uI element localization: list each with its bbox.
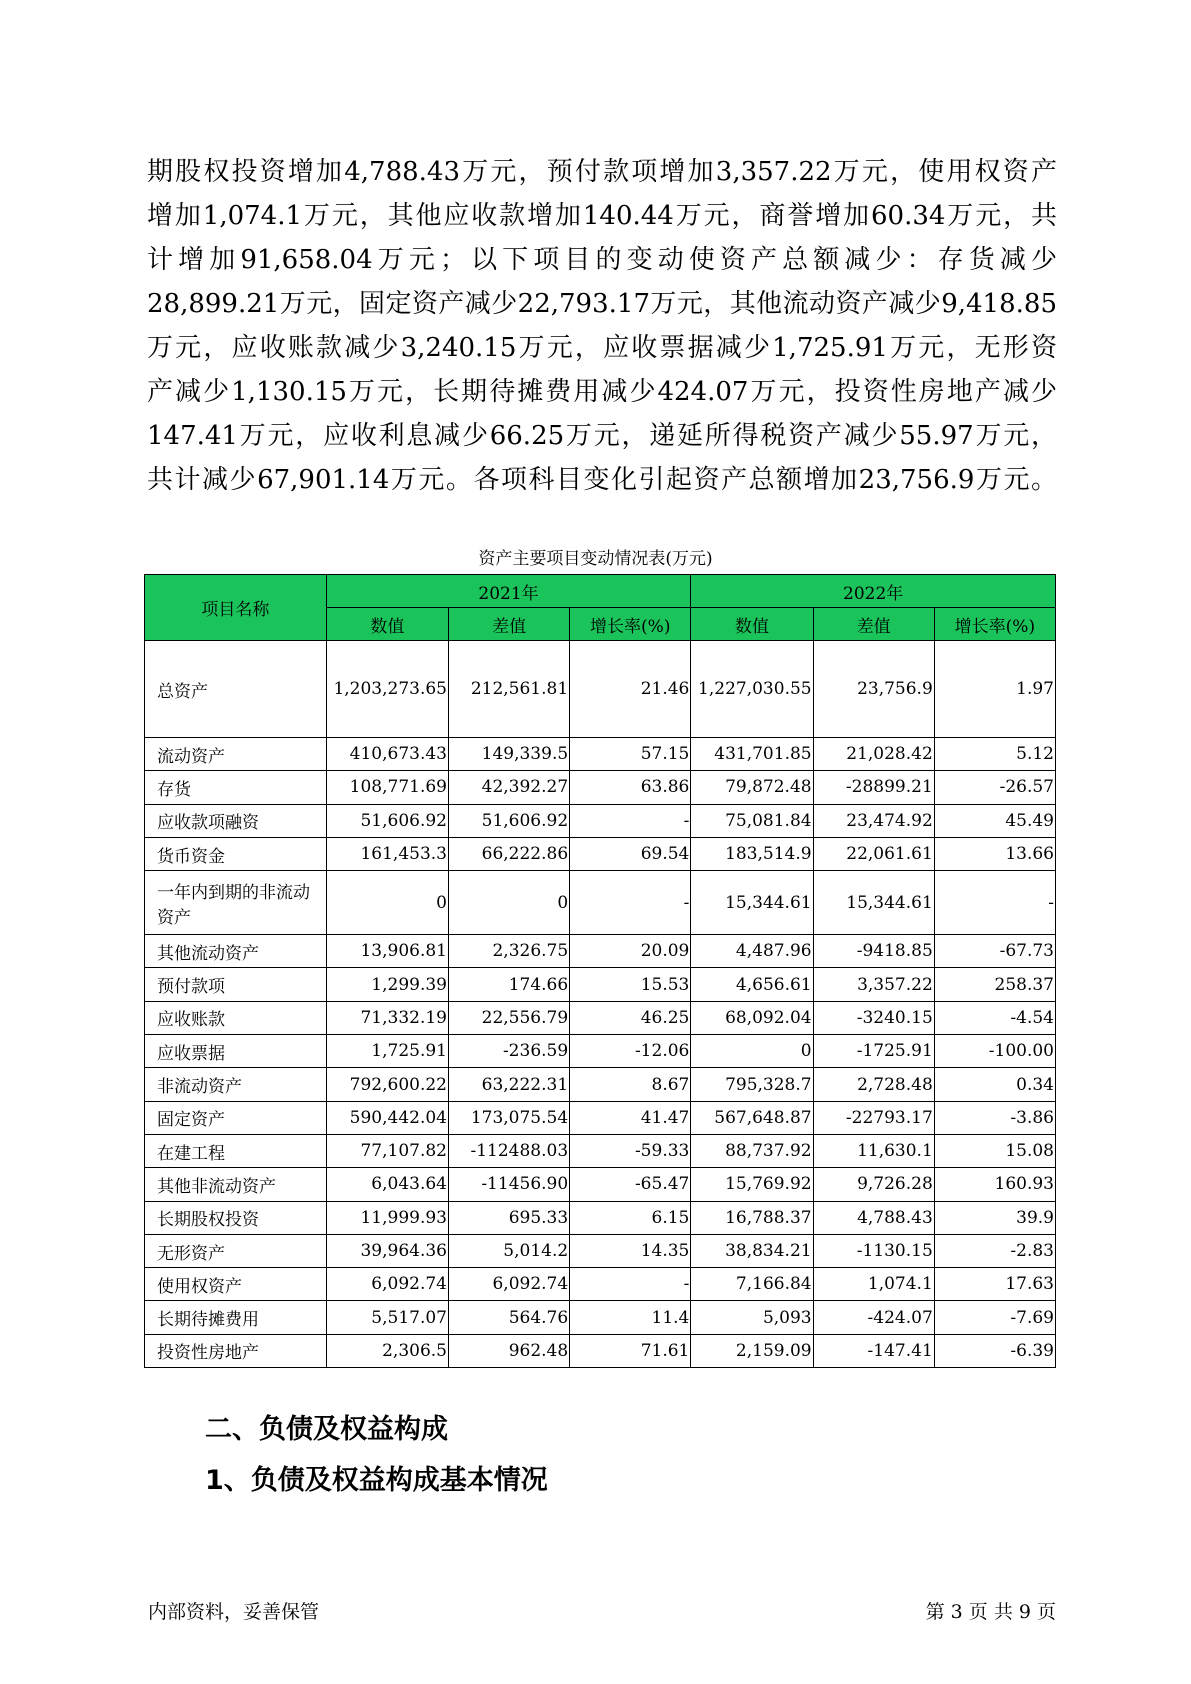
paragraph-line: 增加1,074.1万元，其他应收款增加140.44万元，商誉增加60.34万元，共 (147, 201, 1057, 231)
row-value-cell: 4,656.61 (691, 968, 813, 1001)
row-value-cell: 792,600.22 (326, 1068, 448, 1101)
table-row (145, 1101, 1056, 1134)
header-col: 差值 (449, 608, 570, 641)
paragraph-line: 28,899.21万元，固定资产减少22,793.17万元，其他流动资产减少9,418.85 (147, 289, 1057, 319)
page-number: 第 3 页 共 9 页 (925, 1601, 1056, 1623)
table-row (145, 1001, 1056, 1034)
row-item-name: 预付款项 (145, 968, 327, 1001)
row-item-name: 投资性房地产 (145, 1334, 327, 1367)
row-value-cell: 564.76 (449, 1301, 570, 1334)
row-value-cell: 962.48 (449, 1334, 570, 1367)
header-col: 增长率(%) (934, 608, 1055, 641)
row-value-cell: 15,344.61 (691, 871, 813, 935)
row-value-cell: 42,392.27 (449, 771, 570, 804)
row-value-cell: 11.4 (570, 1301, 691, 1334)
row-value-cell: 2,306.5 (326, 1334, 448, 1367)
table-row (145, 1134, 1056, 1167)
row-value-cell: 11,630.1 (813, 1134, 934, 1167)
row-value-cell: -4.54 (934, 1001, 1055, 1034)
row-item-name: 使用权资产 (145, 1268, 327, 1301)
row-value-cell: 21,028.42 (813, 738, 934, 771)
row-value-cell: -6.39 (934, 1334, 1055, 1367)
row-value-cell: 5,093 (691, 1301, 813, 1334)
row-value-cell: 1,725.91 (326, 1035, 448, 1068)
row-value-cell: - (570, 871, 691, 935)
row-value-cell: 17.63 (934, 1268, 1055, 1301)
row-value-cell: 20.09 (570, 935, 691, 968)
asset-change-table (144, 574, 1056, 1368)
row-value-cell: 39.9 (934, 1201, 1055, 1234)
row-value-cell: -11456.90 (449, 1168, 570, 1201)
table-row (145, 1334, 1056, 1367)
row-value-cell: -26.57 (934, 771, 1055, 804)
row-item-name: 固定资产 (145, 1101, 327, 1134)
row-value-cell: 16,788.37 (691, 1201, 813, 1234)
table-caption: 资产主要项目变动情况表(万元) (478, 549, 713, 569)
table-row (145, 1068, 1056, 1101)
row-value-cell: 1.97 (934, 641, 1055, 738)
row-value-cell: 23,474.92 (813, 804, 934, 837)
row-value-cell: 9,726.28 (813, 1168, 934, 1201)
row-value-cell: 1,074.1 (813, 1268, 934, 1301)
row-value-cell: 6,092.74 (326, 1268, 448, 1301)
row-value-cell: 63.86 (570, 771, 691, 804)
section-heading: 二、负债及权益构成 (205, 1414, 448, 1445)
row-value-cell: 695.33 (449, 1201, 570, 1234)
row-value-cell: 13,906.81 (326, 935, 448, 968)
row-value-cell: 3,357.22 (813, 968, 934, 1001)
header-item-name: 项目名称 (145, 575, 327, 641)
header-year-2022: 2022年 (691, 575, 1056, 608)
row-value-cell: 51,606.92 (449, 804, 570, 837)
row-value-cell: 14.35 (570, 1234, 691, 1267)
row-item-name: 货币资金 (145, 837, 327, 870)
row-value-cell: -147.41 (813, 1334, 934, 1367)
row-value-cell: 75,081.84 (691, 804, 813, 837)
table-row (145, 1301, 1056, 1334)
table-row (145, 871, 1056, 935)
row-value-cell: 795,328.7 (691, 1068, 813, 1101)
row-value-cell: 45.49 (934, 804, 1055, 837)
table-row (145, 1234, 1056, 1267)
row-value-cell: 57.15 (570, 738, 691, 771)
row-item-name: 一年内到期的非流动资产 (145, 871, 327, 935)
table-row (145, 1035, 1056, 1068)
row-value-cell: 431,701.85 (691, 738, 813, 771)
row-item-name: 应收票据 (145, 1035, 327, 1068)
row-value-cell: 2,326.75 (449, 935, 570, 968)
row-item-name: 应收账款 (145, 1001, 327, 1034)
row-value-cell: -59.33 (570, 1134, 691, 1167)
row-item-name: 长期待摊费用 (145, 1301, 327, 1334)
row-item-name: 其他流动资产 (145, 935, 327, 968)
row-value-cell: 21.46 (570, 641, 691, 738)
row-value-cell: 173,075.54 (449, 1101, 570, 1134)
row-value-cell: 77,107.82 (326, 1134, 448, 1167)
row-value-cell: 0 (449, 871, 570, 935)
table-row (145, 771, 1056, 804)
row-value-cell: - (570, 1268, 691, 1301)
row-value-cell: 0 (691, 1035, 813, 1068)
table-row (145, 1268, 1056, 1301)
row-value-cell: 212,561.81 (449, 641, 570, 738)
row-value-cell: -3.86 (934, 1101, 1055, 1134)
row-value-cell: -424.07 (813, 1301, 934, 1334)
row-value-cell: 22,556.79 (449, 1001, 570, 1034)
row-value-cell: 6.15 (570, 1201, 691, 1234)
row-value-cell: 149,339.5 (449, 738, 570, 771)
row-value-cell: - (934, 871, 1055, 935)
paragraph-line: 共计减少67,901.14万元。各项科目变化引起资产总额增加23,756.9万元。 (147, 465, 1057, 495)
row-value-cell: 22,061.61 (813, 837, 934, 870)
row-value-cell: -3240.15 (813, 1001, 934, 1034)
table-row (145, 935, 1056, 968)
row-value-cell: 7,166.84 (691, 1268, 813, 1301)
table-row (145, 641, 1056, 738)
row-value-cell: 0.34 (934, 1068, 1055, 1101)
table-row (145, 1201, 1056, 1234)
row-value-cell: -100.00 (934, 1035, 1055, 1068)
row-value-cell: 183,514.9 (691, 837, 813, 870)
row-item-name: 在建工程 (145, 1134, 327, 1167)
row-value-cell: 590,442.04 (326, 1101, 448, 1134)
row-value-cell: 4,788.43 (813, 1201, 934, 1234)
row-value-cell: 23,756.9 (813, 641, 934, 738)
paragraph-line: 万元，应收账款减少3,240.15万元，应收票据减少1,725.91万元，无形资 (147, 333, 1057, 363)
table-row (145, 804, 1056, 837)
row-value-cell: 69.54 (570, 837, 691, 870)
row-value-cell: 15.53 (570, 968, 691, 1001)
table-row (145, 738, 1056, 771)
header-year-2021: 2021年 (326, 575, 691, 608)
row-value-cell: 2,728.48 (813, 1068, 934, 1101)
row-value-cell: -112488.03 (449, 1134, 570, 1167)
row-value-cell: 6,092.74 (449, 1268, 570, 1301)
row-item-name: 存货 (145, 771, 327, 804)
row-value-cell: 71,332.19 (326, 1001, 448, 1034)
row-value-cell: 88,737.92 (691, 1134, 813, 1167)
row-value-cell: 160.93 (934, 1168, 1055, 1201)
row-value-cell: 13.66 (934, 837, 1055, 870)
row-value-cell: 0 (326, 871, 448, 935)
header-col: 增长率(%) (570, 608, 691, 641)
row-value-cell: 51,606.92 (326, 804, 448, 837)
row-value-cell: 410,673.43 (326, 738, 448, 771)
row-value-cell: 108,771.69 (326, 771, 448, 804)
row-value-cell: -236.59 (449, 1035, 570, 1068)
paragraph-line: 期股权投资增加4,788.43万元，预付款项增加3,357.22万元，使用权资产 (147, 157, 1057, 187)
table-row (145, 837, 1056, 870)
table-body (145, 641, 1056, 1368)
footer-note: 内部资料，妥善保管 (148, 1601, 320, 1623)
row-item-name: 无形资产 (145, 1234, 327, 1267)
header-col: 差值 (813, 608, 934, 641)
row-value-cell: 5,014.2 (449, 1234, 570, 1267)
row-value-cell: 258.37 (934, 968, 1055, 1001)
row-value-cell: 79,872.48 (691, 771, 813, 804)
header-col: 数值 (691, 608, 813, 641)
body-paragraph (147, 150, 1057, 502)
subsection-heading: 1、负债及权益构成基本情况 (205, 1465, 548, 1496)
row-item-name: 流动资产 (145, 738, 327, 771)
row-value-cell: 1,203,273.65 (326, 641, 448, 738)
row-value-cell: 2,159.09 (691, 1334, 813, 1367)
row-item-name: 应收款项融资 (145, 804, 327, 837)
row-value-cell: 15,769.92 (691, 1168, 813, 1201)
paragraph-line: 计增加91,658.04万元；以下项目的变动使资产总额减少：存货减少 (147, 245, 1057, 275)
table-row (145, 968, 1056, 1001)
row-value-cell: 8.67 (570, 1068, 691, 1101)
row-item-name: 总资产 (145, 641, 327, 738)
row-value-cell: -12.06 (570, 1035, 691, 1068)
row-value-cell: 1,227,030.55 (691, 641, 813, 738)
row-value-cell: -67.73 (934, 935, 1055, 968)
paragraph-line: 产减少1,130.15万元，长期待摊费用减少424.07万元，投资性房地产减少 (147, 377, 1057, 407)
row-value-cell: -2.83 (934, 1234, 1055, 1267)
table-row (145, 1168, 1056, 1201)
paragraph-line: 147.41万元，应收利息减少66.25万元，递延所得税资产减少55.97万元， (147, 421, 1057, 451)
row-value-cell: 15.08 (934, 1134, 1055, 1167)
row-value-cell: 46.25 (570, 1001, 691, 1034)
row-value-cell: 5,517.07 (326, 1301, 448, 1334)
row-value-cell: 63,222.31 (449, 1068, 570, 1101)
row-value-cell: -1130.15 (813, 1234, 934, 1267)
row-value-cell: 567,648.87 (691, 1101, 813, 1134)
row-value-cell: 41.47 (570, 1101, 691, 1134)
row-value-cell: 6,043.64 (326, 1168, 448, 1201)
row-value-cell: 71.61 (570, 1334, 691, 1367)
row-value-cell: 68,092.04 (691, 1001, 813, 1034)
row-value-cell: -1725.91 (813, 1035, 934, 1068)
header-col: 数值 (326, 608, 448, 641)
row-value-cell: -28899.21 (813, 771, 934, 804)
row-item-name: 其他非流动资产 (145, 1168, 327, 1201)
row-value-cell: 66,222.86 (449, 837, 570, 870)
row-value-cell: - (570, 804, 691, 837)
row-value-cell: 1,299.39 (326, 968, 448, 1001)
row-value-cell: 39,964.36 (326, 1234, 448, 1267)
row-value-cell: -7.69 (934, 1301, 1055, 1334)
row-item-name: 长期股权投资 (145, 1201, 327, 1234)
row-value-cell: 4,487.96 (691, 935, 813, 968)
row-value-cell: 5.12 (934, 738, 1055, 771)
row-value-cell: -22793.17 (813, 1101, 934, 1134)
row-value-cell: 15,344.61 (813, 871, 934, 935)
row-value-cell: -65.47 (570, 1168, 691, 1201)
row-value-cell: 174.66 (449, 968, 570, 1001)
row-value-cell: -9418.85 (813, 935, 934, 968)
row-value-cell: 38,834.21 (691, 1234, 813, 1267)
row-value-cell: 11,999.93 (326, 1201, 448, 1234)
row-value-cell: 161,453.3 (326, 837, 448, 870)
row-item-name: 非流动资产 (145, 1068, 327, 1101)
